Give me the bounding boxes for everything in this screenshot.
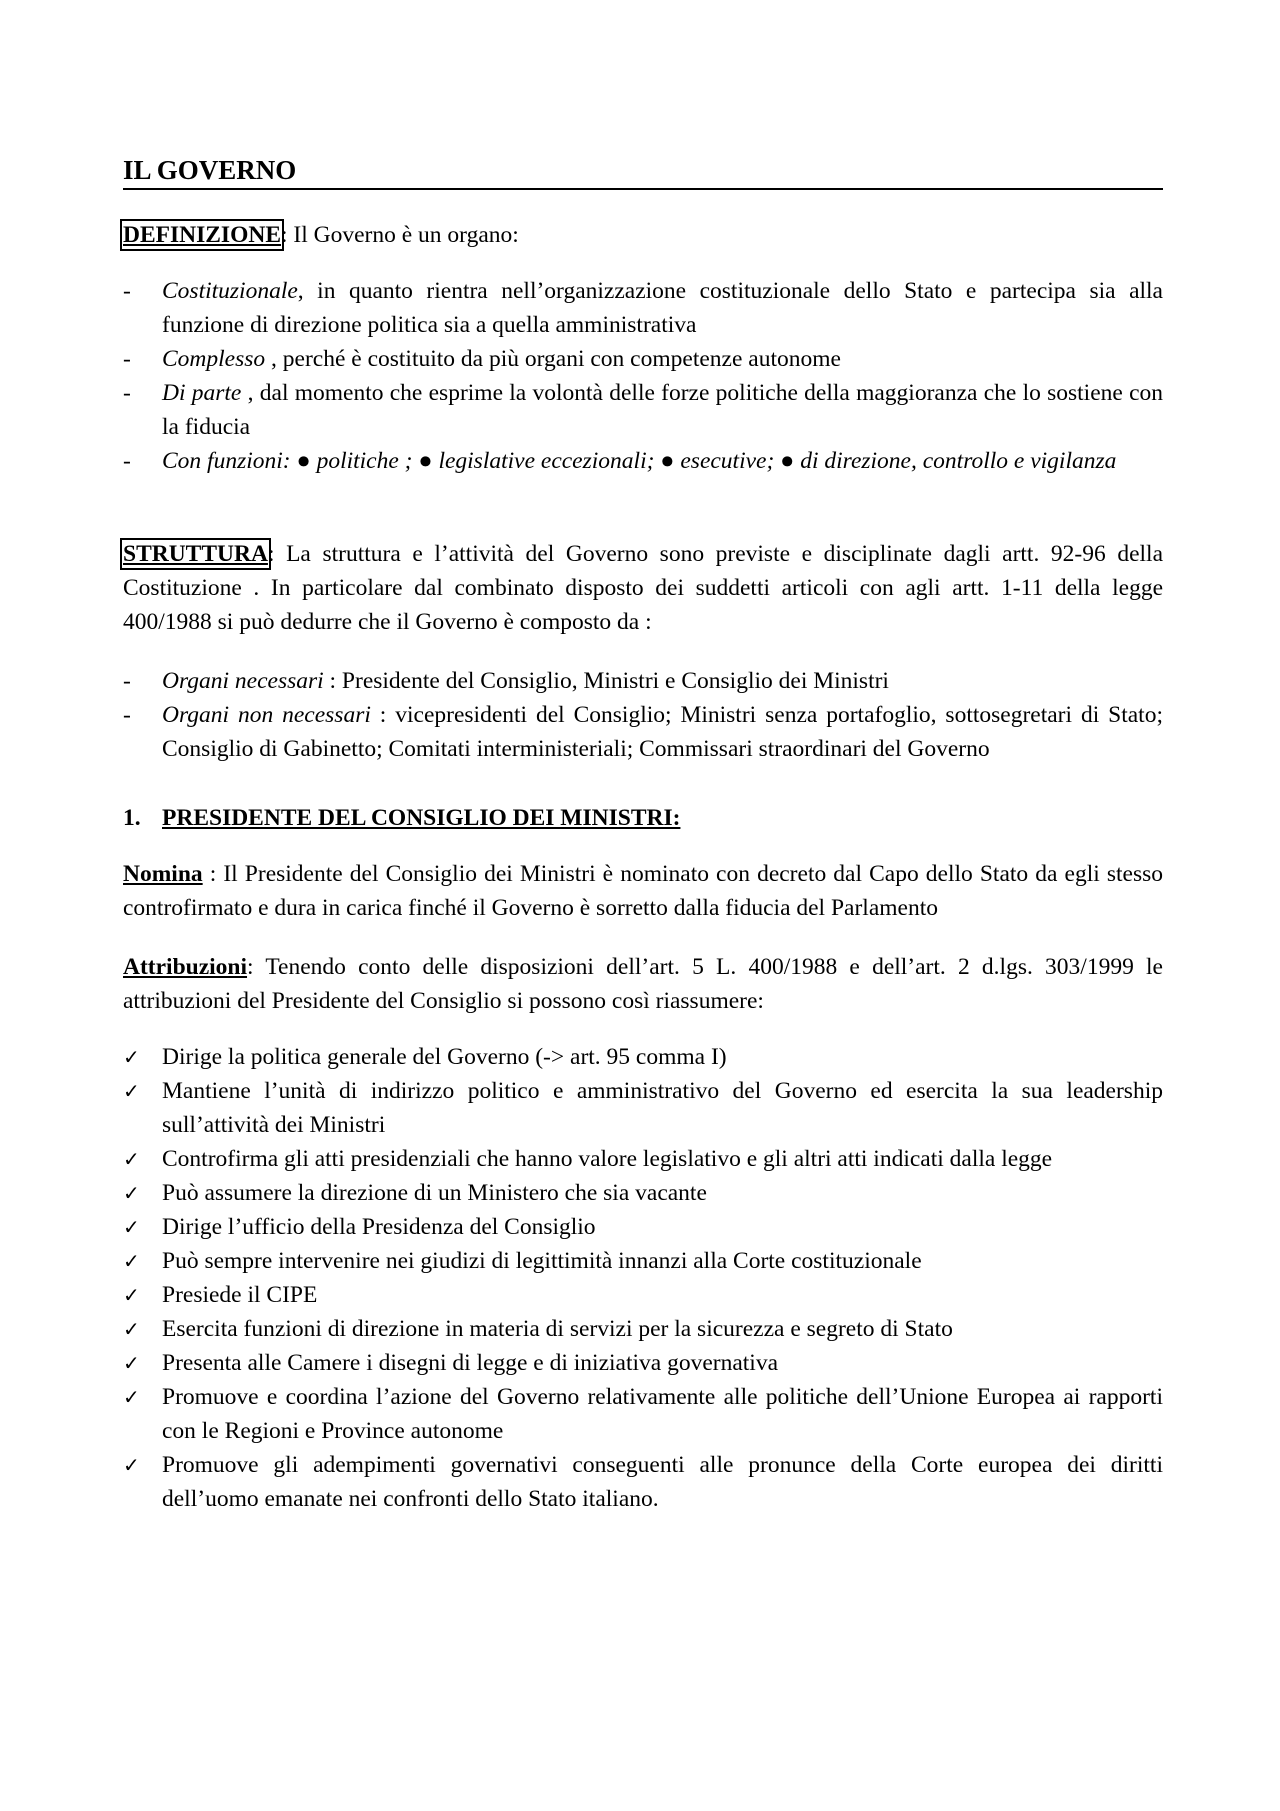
page-title: IL GOVERNO bbox=[123, 152, 1163, 190]
list-item bbox=[123, 1142, 1163, 1176]
item-term: Con funzioni bbox=[162, 448, 283, 474]
item-term: Organi necessari bbox=[162, 668, 324, 694]
section-title: PRESIDENTE DEL CONSIGLIO DEI MINISTRI: bbox=[162, 805, 681, 831]
list-item bbox=[123, 1448, 1163, 1516]
item-text: : vicepresidenti del Consiglio; Ministri senza portafoglio, sottosegretari di Stato; Consiglio di Gabinetto; Comitati interministeriali; Commissari straordinari del Governo bbox=[162, 702, 1163, 762]
check-icon: ✓ bbox=[123, 1045, 140, 1069]
item-text: , dal momento che esprime la volontà delle forze politiche della maggioranza che lo sostiene con la fiducia bbox=[162, 380, 1164, 440]
item-text: Mantiene l’unità di indirizzo politico e amministrativo del Governo ed esercita la sua leadership sull’attività dei Ministri bbox=[162, 1078, 1163, 1138]
nomina-label: Nomina bbox=[123, 861, 203, 887]
item-term: Complesso bbox=[162, 346, 266, 372]
item-text: Esercita funzioni di direzione in materia di servizi per la sicurezza e segreto di Stato bbox=[162, 1316, 953, 1342]
item-text: , perché è costituito da più organi con competenze autonome bbox=[265, 346, 841, 372]
definizione-list bbox=[123, 274, 1163, 478]
check-icon: ✓ bbox=[123, 1317, 140, 1341]
item-text: Presiede il CIPE bbox=[162, 1282, 318, 1308]
item-term: Di parte bbox=[162, 380, 242, 406]
dash-marker: - bbox=[123, 346, 131, 372]
list-item bbox=[123, 444, 1163, 478]
attribuzioni-label: Attribuzioni bbox=[123, 954, 248, 980]
definizione-label: DEFINIZIONE bbox=[123, 222, 282, 248]
dash-marker: - bbox=[123, 278, 131, 304]
dash-marker: - bbox=[123, 380, 131, 406]
struttura-list bbox=[123, 664, 1163, 766]
nomina-paragraph bbox=[123, 857, 1163, 925]
item-term: Costituzionale bbox=[162, 278, 298, 304]
dash-marker: - bbox=[123, 448, 131, 474]
list-item bbox=[123, 664, 1163, 698]
check-icon: ✓ bbox=[123, 1249, 140, 1273]
check-icon: ✓ bbox=[123, 1453, 140, 1477]
section-number: 1. bbox=[123, 805, 141, 831]
list-item bbox=[123, 1210, 1163, 1244]
nomina-text: : Il Presidente del Consiglio dei Ministri è nominato con decreto dal Capo dello Stato da egli stesso controfirmato e dura in carica finché il Governo è sorretto dalla fiducia del Parlamento bbox=[123, 861, 1163, 921]
item-text: Può sempre intervenire nei giudizi di legittimità innanzi alla Corte costituzionale bbox=[162, 1248, 922, 1274]
list-item bbox=[123, 342, 1163, 376]
check-icon: ✓ bbox=[123, 1283, 140, 1307]
item-text: Controfirma gli atti presidenziali che hanno valore legislativo e gli altri atti indicati dalla legge bbox=[162, 1146, 1053, 1172]
list-item bbox=[123, 1244, 1163, 1278]
list-item bbox=[123, 1040, 1163, 1074]
list-item bbox=[123, 1380, 1163, 1448]
list-item bbox=[123, 274, 1163, 342]
item-text: Dirige l’ufficio della Presidenza del Consiglio bbox=[162, 1214, 596, 1240]
item-text: Presenta alle Camere i disegni di legge e di iniziativa governativa bbox=[162, 1350, 779, 1376]
item-text: : Presidente del Consiglio, Ministri e Consiglio dei Ministri bbox=[323, 668, 889, 694]
definizione-text: : Il Governo è un organo: bbox=[281, 222, 519, 248]
item-text: , in quanto rientra nell’organizzazione costituzionale dello Stato e partecipa sia alla funzione di direzione politica sia a quella amministrativa bbox=[162, 278, 1163, 338]
struttura-label: STRUTTURA bbox=[123, 541, 268, 567]
dash-marker: - bbox=[123, 702, 131, 728]
check-icon: ✓ bbox=[123, 1385, 140, 1409]
item-text: Promuove e coordina l’azione del Governo relativamente alle politiche dell’Unione Europea ai rapporti con le Regioni e Province autonome bbox=[162, 1384, 1163, 1444]
check-icon: ✓ bbox=[123, 1351, 140, 1375]
check-icon: ✓ bbox=[123, 1079, 140, 1103]
list-item bbox=[123, 1312, 1163, 1346]
list-item bbox=[123, 1278, 1163, 1312]
item-text: Dirige la politica generale del Governo (-> art. 95 comma I) bbox=[162, 1044, 727, 1070]
struttura-paragraph bbox=[123, 537, 1163, 639]
check-icon: ✓ bbox=[123, 1215, 140, 1239]
list-item bbox=[123, 1074, 1163, 1142]
attribuzioni-paragraph bbox=[123, 950, 1163, 1018]
item-text: Può assumere la direzione di un Ministero che sia vacante bbox=[162, 1180, 707, 1206]
item-text: Promuove gli adempimenti governativi conseguenti alle pronunce della Corte europea dei diritti dell’uomo emanate nei confronti dello Stato italiano. bbox=[162, 1452, 1163, 1512]
list-item bbox=[123, 376, 1163, 444]
item-term: Organi non necessari bbox=[162, 702, 371, 728]
list-item bbox=[123, 1176, 1163, 1210]
list-item bbox=[123, 698, 1163, 766]
check-icon: ✓ bbox=[123, 1147, 140, 1171]
definizione-paragraph bbox=[123, 218, 1163, 252]
attribuzioni-text: : Tenendo conto delle disposizioni dell’art. 5 L. 400/1988 e dell’art. 2 d.lgs. 303/1999 le attribuzioni del Presidente del Consiglio si possono così riassumere: bbox=[123, 954, 1163, 1014]
struttura-text: : La struttura e l’attività del Governo sono previste e disciplinate dagli artt. 92-96 della Costituzione . In particolare dal combinato disposto dei suddetti articoli con agli artt. 1-11 della legge 400/1988 si può dedurre che il Governo è composto da : bbox=[123, 541, 1163, 635]
list-item bbox=[123, 1346, 1163, 1380]
check-icon: ✓ bbox=[123, 1181, 140, 1205]
item-text: : ● politiche ; ● legislative eccezionali; ● esecutive; ● di direzione, controllo e vigilanza bbox=[282, 448, 1117, 474]
dash-marker: - bbox=[123, 668, 131, 694]
attribuzioni-list bbox=[123, 1040, 1163, 1516]
section-heading bbox=[123, 801, 1163, 835]
